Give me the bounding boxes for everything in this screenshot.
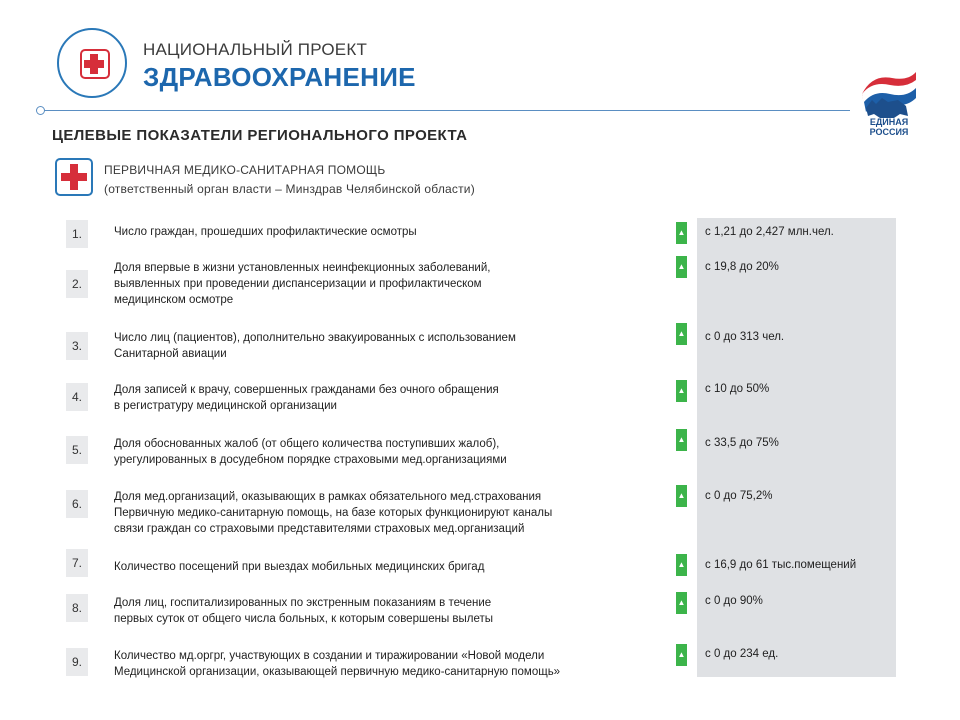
indicator-text: [114, 224, 674, 240]
indicator-value: с 1,21 до 2,427 млн.чел.: [705, 226, 834, 238]
party-logo-line2: РОССИЯ: [869, 127, 909, 137]
party-logo-text: [858, 117, 920, 137]
indicator-value: с 0 до 234 ед.: [705, 648, 779, 660]
section-title: ЦЕЛЕВЫЕ ПОКАЗАТЕЛИ РЕГИОНАЛЬНОГО ПРОЕКТА: [52, 127, 468, 144]
indicator-text-line: Количество посещений при выездах мобильных медицинских бригад: [114, 561, 485, 573]
indicator-text: [114, 489, 674, 537]
indicator-value: с 0 до 75,2%: [705, 490, 773, 502]
indicator-text-line: Медицинской организации, оказывающей первичную медико-санитарную помощь»: [114, 666, 561, 678]
indicator-text-line: Доля обоснованных жалоб (от общего количества поступивших жалоб),: [114, 438, 500, 450]
up-arrow-icon: ▲: [676, 592, 687, 614]
indicator-value: с 0 до 90%: [705, 595, 763, 607]
sub-cross-horizontal-bar: [61, 173, 87, 181]
indicator-text: [114, 648, 674, 680]
row-number: 8.: [66, 594, 88, 622]
indicator-text-line: урегулированных в досудебном порядке страховыми мед.организациями: [114, 454, 507, 466]
indicator-text-line: Первичную медико-санитарную помощь, на базе которых функционируют каналы: [114, 507, 553, 519]
divider-dot: [36, 106, 45, 115]
up-arrow-icon: ▲: [676, 554, 687, 576]
indicator-value: с 0 до 313 чел.: [705, 331, 785, 343]
indicator-text-line: связи граждан со страховыми представителями страховых мед.организаций: [114, 523, 525, 535]
row-number: 2.: [66, 270, 88, 298]
row-number: 5.: [66, 436, 88, 464]
indicator-text-line: Доля записей к врачу, совершенных гражданами без очного обращения: [114, 384, 499, 396]
up-arrow-icon: ▲: [676, 323, 687, 345]
row-number: 3.: [66, 332, 88, 360]
indicator-text-line: Санитарной авиации: [114, 348, 227, 360]
indicator-text: [114, 260, 674, 308]
up-arrow-icon: ▲: [676, 429, 687, 451]
row-number: 6.: [66, 490, 88, 518]
row-number: 1.: [66, 220, 88, 248]
project-label: НАЦИОНАЛЬНЫЙ ПРОЕКТ: [143, 40, 368, 59]
up-arrow-icon: ▲: [676, 256, 687, 278]
indicator-text: [114, 436, 674, 468]
indicator-value: с 10 до 50%: [705, 383, 770, 395]
indicator-text-line: медицинском осмотре: [114, 294, 234, 306]
indicator-text-line: Количество мд.оргрг, участвующих в создании и тиражировании «Новой модели: [114, 650, 545, 662]
indicator-value: с 16,9 до 61 тыс.помещений: [705, 559, 857, 571]
indicator-text-line: Доля мед.организаций, оказывающих в рамках обязательного мед.страхования: [114, 491, 542, 503]
indicator-text-line: выявленных при проведении диспансеризации и профилактическом: [114, 278, 482, 290]
indicator-text-line: Число граждан, прошедших профилактические осмотры: [114, 226, 417, 238]
row-number: 4.: [66, 383, 88, 411]
indicator-text-line: первых суток от общего числа больных, к которым совершены вылеты: [114, 613, 494, 625]
party-logo-line1: ЕДИНАЯ: [869, 117, 909, 127]
subsection-title: ПЕРВИЧНАЯ МЕДИКО-САНИТАРНАЯ ПОМОЩЬ: [104, 163, 386, 177]
indicator-text: [114, 595, 674, 627]
indicator-text-line: Число лиц (пациентов), дополнительно эвакуированных с использованием: [114, 332, 516, 344]
indicator-text-line: Доля лиц, госпитализированных по экстренным показаниям в течение: [114, 597, 492, 609]
up-arrow-icon: ▲: [676, 644, 687, 666]
row-number: 9.: [66, 648, 88, 676]
header-divider: [40, 110, 850, 111]
indicator-text-line: в регистратуру медицинской организации: [114, 400, 337, 412]
indicator-text-line: Доля впервые в жизни установленных неинфекционных заболеваний,: [114, 262, 491, 274]
indicator-text: [114, 559, 674, 575]
subsection-responsible: (ответственный орган власти – Минздрав Челябинской области): [104, 182, 475, 196]
up-arrow-icon: ▲: [676, 485, 687, 507]
indicator-value: с 33,5 до 75%: [705, 437, 779, 449]
row-number: 7.: [66, 549, 88, 577]
indicator-text: [114, 330, 674, 362]
indicator-value: с 19,8 до 20%: [705, 261, 779, 273]
up-arrow-icon: ▲: [676, 222, 687, 244]
project-name: ЗДРАВООХРАНЕНИЕ: [143, 62, 416, 92]
indicator-text: [114, 382, 674, 414]
cross-horizontal-bar: [84, 60, 104, 68]
up-arrow-icon: ▲: [676, 380, 687, 402]
